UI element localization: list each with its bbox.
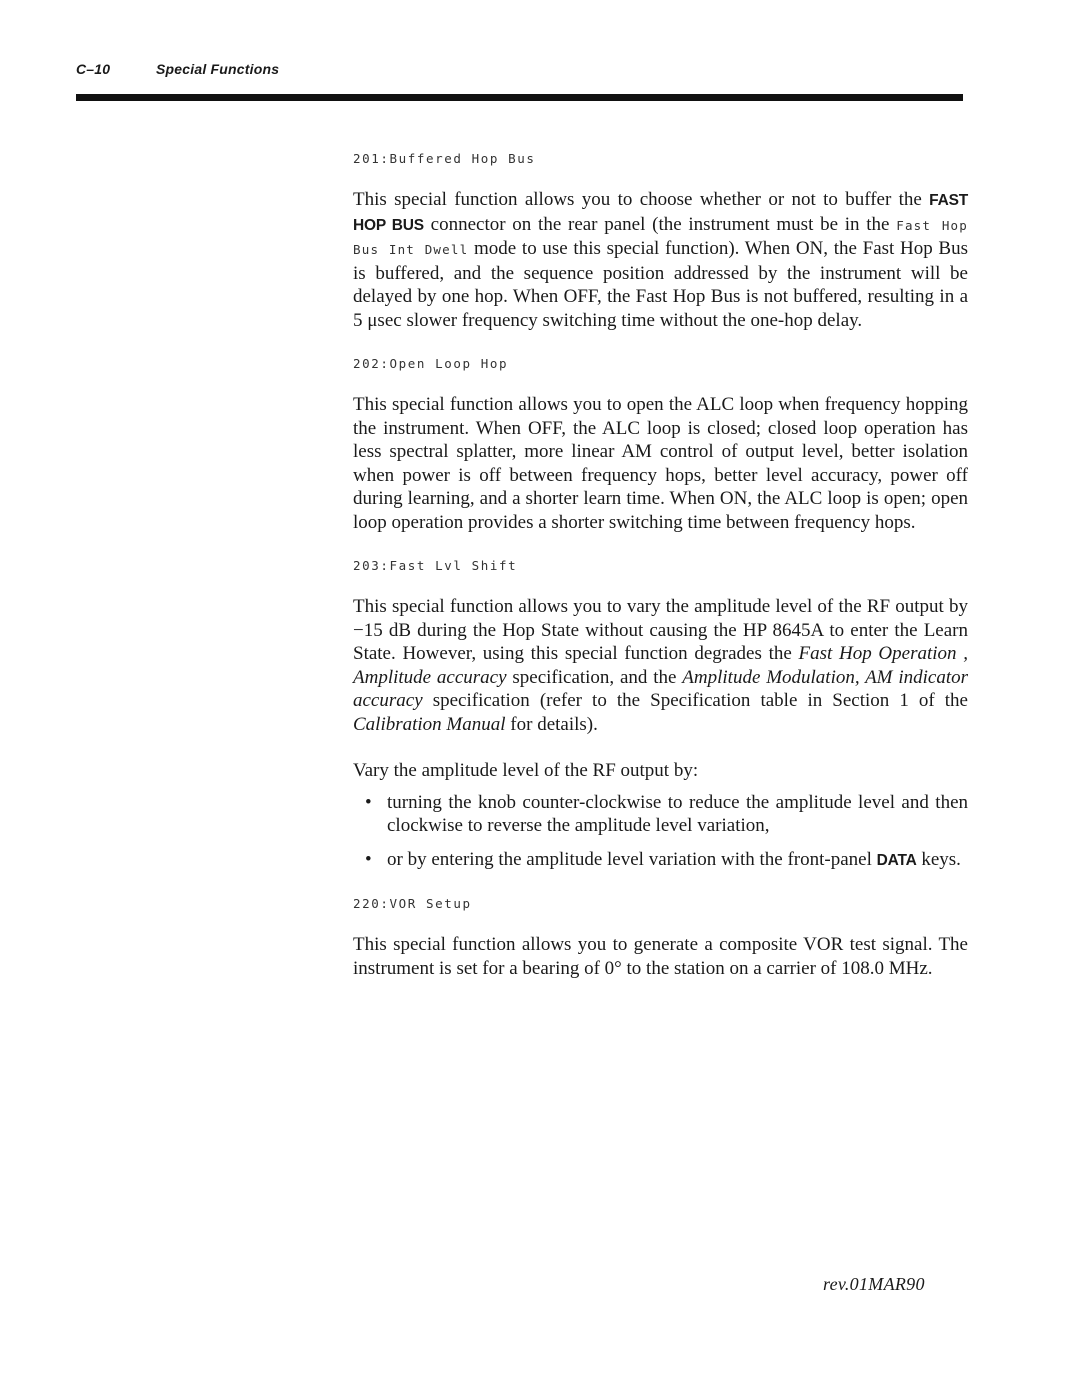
function-description-202: This special function allows you to open the ALC loop when frequency hopping the instrument. When OFF, the ALC loop is closed; closed loop operation has less spectral splatter, more linear AM control of output level, better isolation when power is off between frequency hops, better level accuracy, power off during learning, and a shorter learn time. When ON, the ALC loop is open; open loop operation provides a shorter switching time between frequency hops.: [353, 394, 968, 533]
amplitude-intro: Vary the amplitude level of the RF output by:: [353, 760, 699, 781]
function-section-201: [353, 150, 968, 332]
page-number: C–10: [76, 61, 111, 77]
function-title-203: 203:Fast Lvl Shift: [353, 558, 518, 573]
function-section-202: [353, 355, 968, 534]
bullet-icon: •: [365, 848, 372, 870]
list-item: • turning the knob counter-clockwise to reduce the amplitude level and then clockwise to reverse the amplitude level variation,: [365, 791, 968, 836]
data-keyword: DATA: [876, 851, 917, 869]
spec-reference-am: Amplitude Modulation, AM indicator accuracy: [353, 666, 968, 711]
function-description-201: This special function allows you to choose whether or not to buffer the FAST HOP BUS connector on the rear panel (the instrument must be in the Fast Hop Bus Int Dwell mode to use this special function). When ON, the Fast Hop Bus is buffered, and the sequence position addressed by the instrument will be delayed by one hop. When OFF, the Fast Hop Bus is not buffered, resulting in a 5 μsec slower frequency switching time without the one-hop delay.: [353, 189, 969, 331]
header-rule: [76, 94, 963, 101]
mode-display-text: Fast Hop Bus Int Dwell: [353, 217, 969, 257]
list-item: • or by entering the amplitude level variation with the front-panel DATA keys.: [365, 848, 961, 870]
function-description-220: This special function allows you to generate a composite VOR test signal. The instrument is set for a bearing of 0° to the station on a carrier of 108.0 MHz.: [353, 934, 968, 979]
function-title-220: 220:VOR Setup: [353, 896, 472, 911]
amplitude-methods-list: [353, 791, 968, 873]
bullet-icon: •: [365, 791, 372, 813]
main-content: [353, 150, 968, 1003]
spec-reference-fast-hop: Fast Hop Operation , Amplitude accuracy: [353, 643, 968, 688]
function-section-220: [353, 895, 968, 980]
function-description-203: This special function allows you to vary the amplitude level of the RF output by −15 dB during the Hop State without causing the HP 8645A to enter the Learn State. However, using this special function degrades the Fast Hop Operation , Amplitude accuracy specification, and the Amplitude Modulation, AM indicator accuracy specification (refer to the Specification table in Section 1 of the Calibration Manual for details).: [353, 596, 968, 735]
revision-label: rev.01MAR90: [823, 1274, 925, 1294]
calibration-manual-reference: Calibration Manual: [353, 713, 506, 735]
running-header: [76, 61, 279, 77]
fast-hop-bus-keyword: FAST HOP BUS: [353, 192, 968, 234]
function-section-203: [353, 557, 968, 872]
function-title-201: 201:Buffered Hop Bus: [353, 151, 536, 166]
function-title-202: 202:Open Loop Hop: [353, 356, 509, 371]
section-title: Special Functions: [156, 61, 280, 77]
